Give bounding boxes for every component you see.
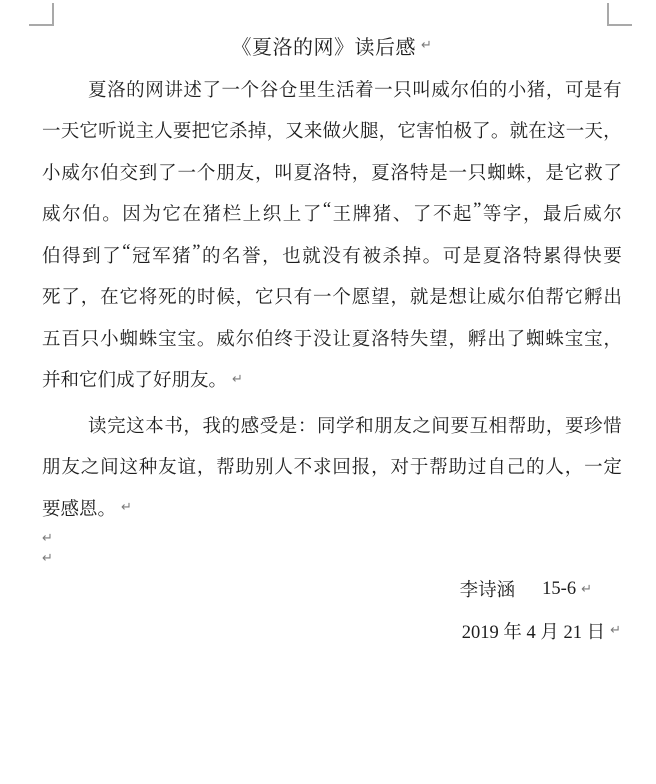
body-line: 伯 得 到 了 “ 冠 军 猪 ” 的 名 誉 ， 也 就 没 有 被 杀 掉 。 可 是 夏 洛 特 累 得 快 要 xyxy=(42,241,622,267)
body-line: 一 天 它 听 说 主 人 要 把 它 杀 掉 ， 又 来 做 火 腿 ， 它 害 怕 极 了 。 就 在 这 一 天 ， xyxy=(42,122,622,143)
empty-paragraph xyxy=(42,529,622,549)
document-date: 2019 年 4 月 21 日 xyxy=(461,622,606,643)
paragraph-mark-icon: ↵ xyxy=(121,500,132,516)
author-class: 15-6 xyxy=(542,578,577,599)
body-line: 读 完 这 本 书 ， 我 的 感 受 是 ： 同 学 和 朋 友 之 间 要 互 相 帮 助 ， 要 珍 惜 xyxy=(88,416,622,437)
paragraph-2 xyxy=(42,404,622,529)
paragraph-mark-icon: ↵ xyxy=(42,531,53,546)
document-title: 《夏洛的网》读后感 xyxy=(231,36,417,59)
empty-paragraph xyxy=(42,549,622,569)
paragraph-mark-icon: ↵ xyxy=(610,623,621,639)
paragraph-mark-icon: ↵ xyxy=(42,551,53,566)
body-line: 朋 友 之 间 这 种 友 谊 ， 帮 助 别 人 不 求 回 报 ， 对 于 帮 助 过 自 己 的 人 ， 一 定 xyxy=(42,458,622,479)
body-line: 死 了 ， 在 它 将 死 的 时 候 ， 它 只 有 一 个 愿 望 ， 就 是 想 让 威 尔 伯 帮 它 孵 出 xyxy=(42,288,622,309)
document-body xyxy=(42,26,622,652)
paragraph-mark-icon: ↵ xyxy=(421,37,433,53)
body-line: 威 尔 伯 。 因 为 它 在 猪 栏 上 织 上 了 “ 王 牌 猪 、 了 不 起 ” 等 字 ， 最 后 威 尔 xyxy=(42,200,622,226)
signature-row xyxy=(42,569,622,611)
body-line: 并和它们成了好朋友。 ↵ xyxy=(42,371,243,392)
body-line: 五 百 只 小 蜘 蛛 宝 宝 。 威 尔 伯 终 于 没 让 夏 洛 特 失 望 ， 孵 出 了 蜘 蛛 宝 宝 ， xyxy=(42,329,622,350)
text-boundary-mark-top-right-icon xyxy=(607,3,632,26)
body-line: 夏 洛 的 网 讲 述 了 一 个 谷 仓 里 生 活 着 一 只 叫 威 尔 伯 的 小 猪 ， 可 是 有 xyxy=(88,80,622,101)
paragraph-1 xyxy=(42,68,622,400)
author-name: 李诗涵 xyxy=(459,581,516,602)
body-line: 要感恩。 ↵ xyxy=(42,499,132,520)
body-line: 小 威 尔 伯 交 到 了 一 个 朋 友 ， 叫 夏 洛 特 ， 夏 洛 特 是 一 只 蜘 蛛 ， 是 它 救 了 xyxy=(42,163,622,184)
document-title-row xyxy=(42,26,622,64)
paragraph-mark-icon: ↵ xyxy=(232,371,243,387)
text-boundary-mark-top-left-icon xyxy=(29,3,54,26)
paragraph-mark-icon: ↵ xyxy=(581,581,592,597)
date-row xyxy=(42,610,622,652)
